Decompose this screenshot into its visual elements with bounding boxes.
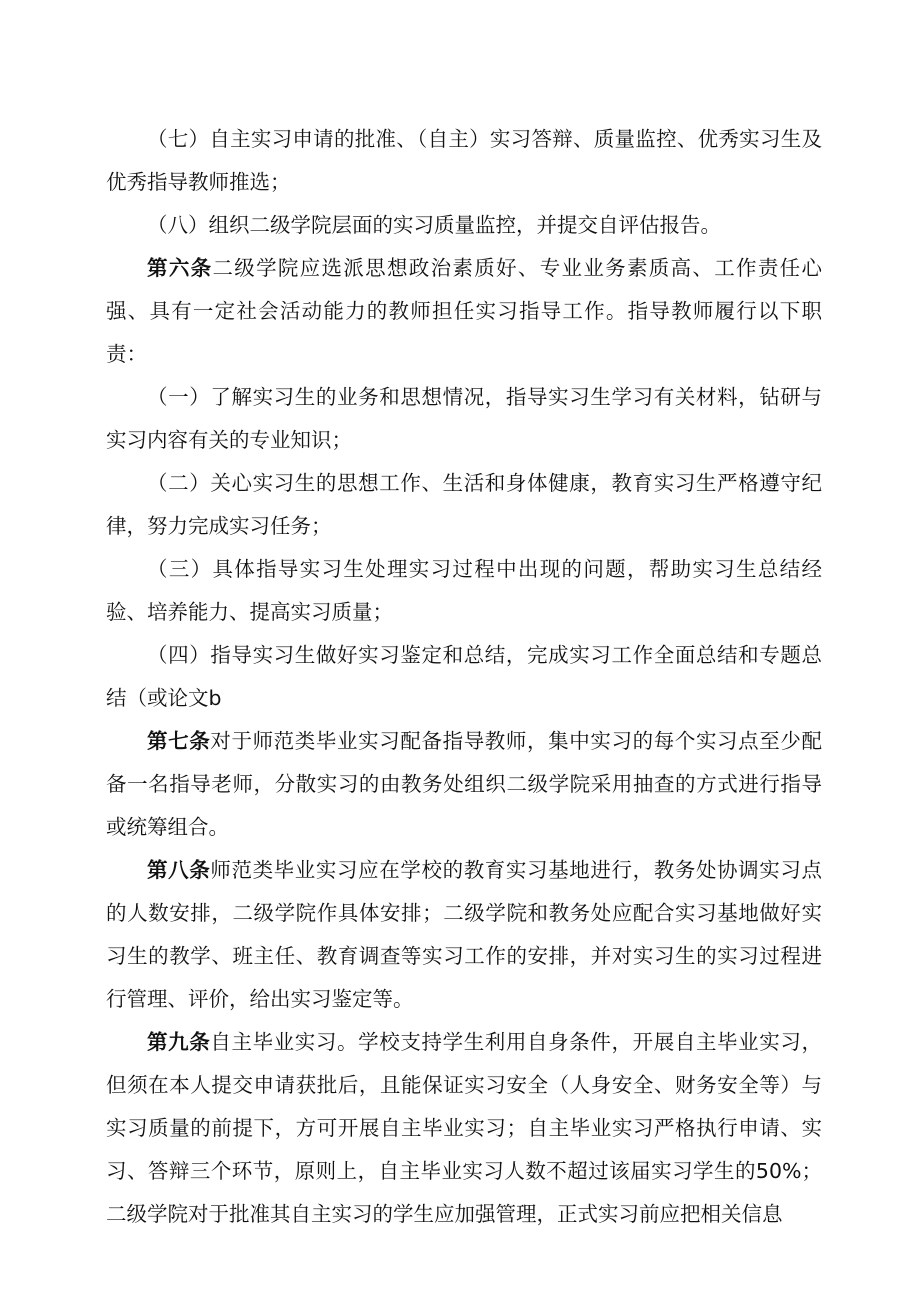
paragraph-text: 对于师范类毕业实习配备指导教师，集中实习的每个实习点至少配备一名指导老师，分散实习的由教务处组织二级学院采用抽查的方式进行指导或统筹组合。 — [106, 729, 823, 839]
item-seven — [106, 118, 822, 204]
item-two — [106, 462, 822, 548]
paragraph-text: （三）具体指导实习生处理实习过程中出现的问题，帮助实习生总结经验、培养能力、提高实习质量； — [106, 557, 822, 624]
paragraph-text: （八）组织二级学院层面的实习质量监控，并提交自评估报告。 — [147, 213, 721, 237]
item-eight — [106, 204, 822, 247]
article-label: 第八条 — [147, 858, 211, 882]
paragraph-text: （一）了解实习生的业务和思想情况，指导实习生学习有关材料，钻研与实习内容有关的专业知识； — [106, 385, 822, 452]
article-seven — [106, 720, 822, 849]
paragraph-text: 二级学院应选派思想政治素质好、专业业务素质高、工作责任心强、具有一定社会活动能力的教师担任实习指导工作。指导教师履行以下职责： — [106, 256, 823, 366]
document-page — [106, 118, 822, 1236]
article-eight — [106, 849, 822, 1021]
article-nine — [106, 1021, 822, 1236]
article-label: 第六条 — [147, 256, 213, 280]
article-label: 第七条 — [147, 729, 211, 753]
item-four — [106, 634, 822, 720]
paragraph-text: （四）指导实习生做好实习鉴定和总结，完成实习工作全面总结和专题总结（或论文b — [106, 643, 822, 710]
paragraph-text: 自主毕业实习。学校支持学生利用自身条件，开展自主毕业实习，但须在本人提交申请获批后，且能保证实习安全（人身安全、财务安全等）与实习质量的前提下，方可开展自主毕业实习；自主毕业实习严格执行申请、实习、答辩三个环节，原则上，自主毕业实习人数不超过该届实习学生的50%；二级学院对于批准其自主实习的学生应加强管理，正式实习前应把相关信息 — [106, 1030, 823, 1226]
paragraph-text: （七）自主实习申请的批准、（自主）实习答辩、质量监控、优秀实习生及优秀指导教师推选； — [106, 127, 822, 194]
item-one — [106, 376, 822, 462]
paragraph-text: 师范类毕业实习应在学校的教育实习基地进行，教务处协调实习点的人数安排，二级学院作具体安排；二级学院和教务处应配合实习基地做好实习生的教学、班主任、教育调查等实习工作的安排，并对实习生的实习过程进行管理、评价，给出实习鉴定等。 — [106, 858, 823, 1011]
article-label: 第九条 — [147, 1030, 211, 1054]
item-three — [106, 548, 822, 634]
article-six — [106, 247, 822, 376]
paragraph-text: （二）关心实习生的思想工作、生活和身体健康，教育实习生严格遵守纪律，努力完成实习任务； — [106, 471, 822, 538]
